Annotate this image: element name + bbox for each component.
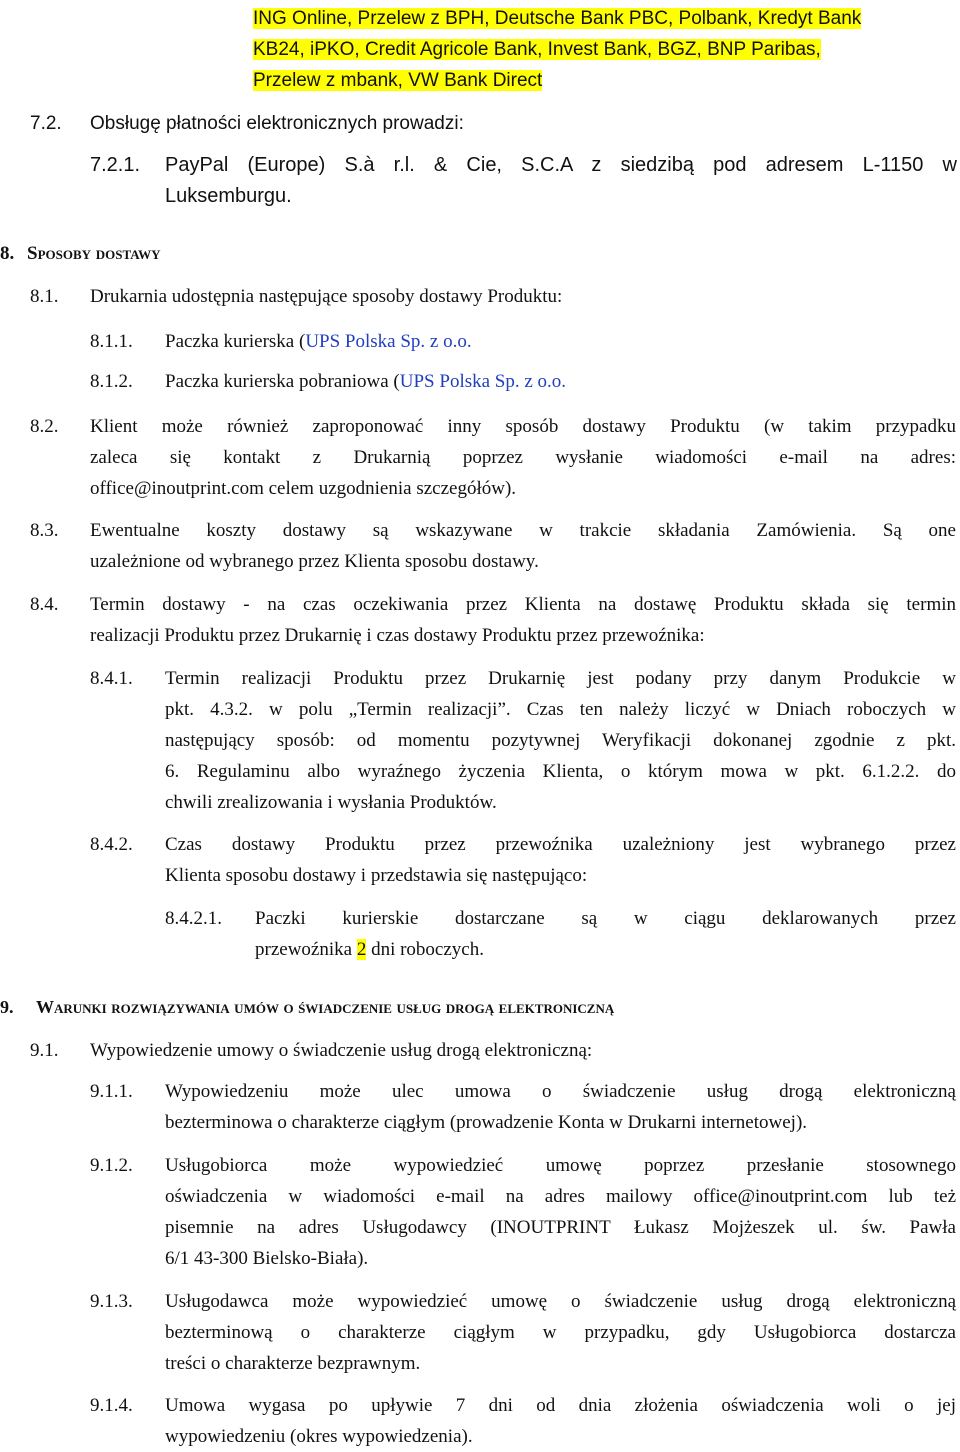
section-9-1-4-line-2: wypowiedzeniu (okres wypowiedzenia). — [165, 1426, 473, 1447]
section-9-heading — [0, 992, 614, 1023]
section-8-4-2-line-1: Czas dostawy Produktu przez przewoźnika uzależniony jest wybranego przez — [165, 834, 956, 855]
section-8-4-text — [90, 589, 956, 651]
section-8-4-2-1-line-1: Paczki kurierskie dostarczane są w ciągu deklarowanych przez — [255, 908, 956, 929]
section-8-3-number: 8.3. — [30, 520, 59, 541]
section-9-1-2-text — [165, 1150, 956, 1274]
section-9-1-1-line-1: Wypowiedzeniu może ulec umowa o świadczenie usług drogą elektroniczną — [165, 1081, 956, 1102]
section-7-2-1-text — [165, 150, 957, 212]
section-8-title: Sposoby dostawy — [27, 243, 161, 264]
section-9-1-1-line-2: bezterminowa o charakterze ciągłym (prowadzenie Konta w Drukarni internetowej). — [165, 1112, 808, 1133]
section-8-heading — [0, 238, 161, 269]
section-9-1-2-line-4: 6/1 43-300 Bielsko-Biała). — [165, 1248, 369, 1269]
section-7-2-1-number: 7.2.1. — [90, 154, 141, 176]
section-8-1-2-number: 8.1.2. — [90, 371, 133, 392]
section-9-1-4-text — [165, 1390, 956, 1452]
section-9-1-4-line-1: Umowa wygasa po upływie 7 dni od dnia złożenia oświadczenia woli o jej — [165, 1395, 956, 1416]
section-8-4-2-text — [165, 829, 956, 891]
section-8-number: 8. — [0, 243, 15, 264]
section-9-1-number: 9.1. — [30, 1040, 59, 1061]
section-9-number: 9. — [0, 997, 14, 1017]
section-8-4-1-line-2: pkt. 4.3.2. w polu „Termin realizacji”. Czas ten należy liczyć w Dniach roboczych w — [165, 699, 956, 720]
section-8-1-1-number: 8.1.1. — [90, 331, 133, 352]
bank-list-line-2: KB24, iPKO, Credit Agricole Bank, Invest Bank, BGZ, BNP Paribas, — [253, 39, 821, 60]
section-9-1-1-text — [165, 1076, 956, 1138]
section-8-4-2-1-text — [255, 903, 956, 965]
section-8-4-1-line-3: następujący sposób: od momentu pozytywnej Weryfikacji dokonanej zgodnie z pkt. — [165, 730, 956, 751]
section-8-4-line-2: realizacji Produktu przez Drukarnię i czas dostawy Produktu przez przewoźnika: — [90, 625, 705, 646]
section-9-1-text: Wypowiedzenie umowy o świadczenie usług drogą elektroniczną: — [90, 1040, 593, 1061]
section-8-4-2-number: 8.4.2. — [90, 834, 133, 855]
section-9-1-3-line-1: Usługodawca może wypowiedzieć umowę o świadczenie usług drogą elektroniczną — [165, 1291, 956, 1312]
ups-link-1[interactable]: UPS Polska Sp. z o.o. — [305, 331, 472, 352]
section-9-1-3-text — [165, 1286, 956, 1379]
bank-list-line-1: ING Online, Przelew z BPH, Deutsche Bank PBC, Polbank, Kredyt Bank — [253, 8, 862, 29]
section-8-4-2-1-line-2-prefix: przewoźnika — [255, 939, 357, 960]
section-9-1-2-line-1: Usługobiorca może wypowiedzieć umowę poprzez przesłanie stosownego — [165, 1155, 956, 1176]
section-8-2-number: 8.2. — [30, 416, 59, 437]
section-9-1-3-line-2: bezterminową o charakterze ciągłym w przypadku, gdy Usługobiorca dostarcza — [165, 1322, 956, 1343]
section-8-4-line-1: Termin dostawy - na czas oczekiwania przez Klienta na dostawę Produktu składa się termin — [90, 594, 956, 615]
section-7-2-1-line-2: Luksemburgu. — [165, 185, 292, 207]
section-9-1-1-number: 9.1.1. — [90, 1081, 133, 1102]
section-7-2-1-line-1: PayPal (Europe) S.à r.l. & Cie, S.C.A z siedzibą pod adresem L-1150 w — [165, 154, 957, 176]
section-9-title: Warunki rozwiązywania umów o świadczenie usług drogą elektroniczną — [36, 997, 615, 1017]
section-7-2-number: 7.2. — [30, 113, 62, 134]
ups-link-2[interactable]: UPS Polska Sp. z o.o. — [399, 371, 567, 392]
section-8-4-2-line-2: Klienta sposobu dostawy i przedstawia się następująco: — [165, 865, 588, 886]
section-8-4-1-number: 8.4.1. — [90, 668, 133, 689]
section-9-1-2-line-2: oświadczenia w wiadomości e-mail na adres mailowy office@inoutprint.com lub też — [165, 1186, 956, 1207]
delivery-days-value: 2 — [356, 939, 367, 960]
section-8-4-number: 8.4. — [30, 594, 59, 615]
section-8-4-1-line-1: Termin realizacji Produktu przez Drukarnię jest podany przy danym Produkcie w — [165, 668, 956, 689]
section-8-4-2-1-number: 8.4.2.1. — [165, 908, 222, 929]
bank-list — [253, 3, 957, 96]
section-8-1-number: 8.1. — [30, 286, 59, 307]
section-7-2-text: Obsługę płatności elektronicznych prowadzi: — [90, 113, 464, 134]
section-8-3-line-1: Ewentualne koszty dostawy są wskazywane w trakcie składania Zamówienia. Są one — [90, 520, 956, 541]
section-8-1-2-prefix: Paczka kurierska pobraniowa ( — [165, 371, 400, 392]
section-8-1-1-text — [165, 326, 472, 357]
section-8-2-text — [90, 411, 956, 504]
bank-list-line-3: Przelew z mbank, VW Bank Direct — [253, 70, 543, 91]
section-8-2-line-1: Klient może również zaproponować inny sposób dostawy Produktu (w takim przypadku — [90, 416, 956, 437]
section-8-2-line-2: zaleca się kontakt z Drukarnią poprzez wysłanie wiadomości e-mail na adres: — [90, 447, 956, 468]
section-8-4-2-1-line-2-suffix: dni roboczych. — [366, 939, 484, 960]
section-8-4-1-text — [165, 663, 956, 818]
section-9-1-2-number: 9.1.2. — [90, 1155, 133, 1176]
section-9-1-3-line-3: treści o charakterze bezprawnym. — [165, 1353, 421, 1374]
section-9-1-3-number: 9.1.3. — [90, 1291, 133, 1312]
section-8-3-line-2: uzależnione od wybranego przez Klienta sposobu dostawy. — [90, 551, 539, 572]
section-9-1-4-number: 9.1.4. — [90, 1395, 133, 1416]
section-8-2-line-3: office@inoutprint.com celem uzgodnienia szczegółów). — [90, 478, 517, 499]
section-8-3-text — [90, 515, 956, 577]
section-8-1-text: Drukarnia udostępnia następujące sposoby dostawy Produktu: — [90, 286, 563, 307]
section-8-4-1-line-4: 6. Regulaminu albo wyraźnego życzenia Klienta, o którym mowa w pkt. 6.1.2.2. do — [165, 761, 956, 782]
section-8-4-2-1-line-2 — [255, 934, 956, 965]
section-8-4-1-line-5: chwili zrealizowania i wysłania Produktów. — [165, 792, 497, 813]
section-9-1-2-line-3: pisemnie na adres Usługodawcy (INOUTPRINT Łukasz Mojżeszek ul. św. Pawła — [165, 1217, 956, 1238]
section-8-1-1-prefix: Paczka kurierska ( — [165, 331, 306, 352]
section-8-1-2-text — [165, 366, 566, 397]
